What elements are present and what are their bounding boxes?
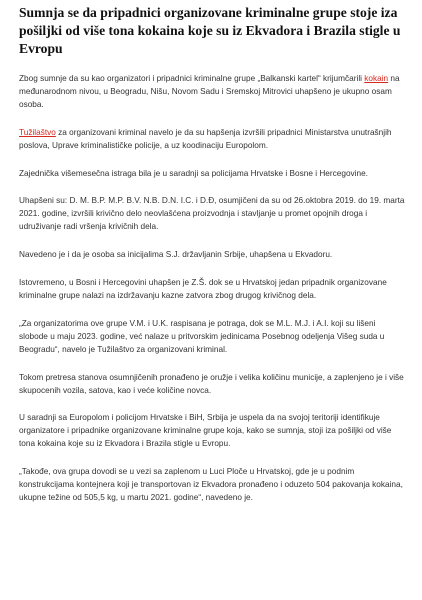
paragraph-1-text-before: Zbog sumnje da su kao organizatori i pripadnici kriminalne grupe „Balkanski kartel“ krijumčarili: [19, 74, 365, 83]
paragraph-2: [19, 127, 406, 153]
paragraph-1-text-after: na međunarodnom nivou, u Beogradu, Nišu, Novom Sadu i Sremskoj Mitrovici uhapšeno je ukupno osam osoba.: [19, 74, 400, 109]
paragraph-10: „Takođe, ova grupa dovodi se u vezi sa zaplenom u Luci Ploče u Hrvatskoj, gde je u podnim konstrukcijama kontejnera koji je transportovan iz Ekvadora pronađeno i oduzeto 504 pakovanja kokaina, ukupne težine od 505,5 kg, u martu 2021. godine“, navedeno je.: [19, 467, 403, 502]
paragraph-3: Zajednička višemesečna istraga bila je u saradnji sa policijama Hrvatske i Bosne i Hercegovine.: [19, 168, 368, 178]
paragraph-1: [19, 73, 406, 112]
paragraph-4: Uhapšeni su: D. M. B.P. M.P. B.V. N.B. D.N. I.C. i D.Đ, osumjičeni da su od 26.oktobra 2019. do 19. marta 2021. godine, izvršili krivično delo neovlašćena proizvodnja i stavljanje u promet opojnih droga i udruživanje radi vršenja krivičnih dela.: [19, 196, 405, 232]
paragraph-9: U saradnji sa Europolom i policijom Hrvatske i BiH, Srbija je uspela da na svojoj teritoriji identifikuje organizatore i pripadnike organizovane kriminalne grupe koja, kako se sumnja, stoji iza pošiljki od više tona kokaina koje su iz Ekvadora i Brazila stigle u Evropu.: [19, 413, 392, 449]
tuzilastvo-link[interactable]: Tužilaštvo: [19, 127, 56, 137]
kokain-link[interactable]: kokain: [364, 74, 389, 83]
paragraph-5: Navedeno je i da je osoba sa inicijalima S.J. državljanin Srbije, uhapšena u Ekvadoru.: [19, 250, 333, 260]
article-headline: Sumnja se da pripadnici organizovane kriminalne grupe stoje iza pošiljki od više tona kokaina koje su iz Ekvadora i Brazila stigle u Evropu: [19, 5, 401, 56]
paragraph-2-text-after: za organizovani kriminal navelo je da su hapšenja izvršili pripadnici Ministarstva unutrašnjih poslova, Uprave kriminalističke policije, a uz koodinaciju Europolom.: [19, 127, 392, 150]
paragraph-7: „Za organizatorima ove grupe V.M. i U.K. raspisana je potraga, dok se M.L. M.J. i A.I. koji su lišeni slobode u maju 2023. godine, već nalaze u pritvorskim jedinicama Posebnog odeljenja Višeg suda u Beogradu“, navelo je Tužilaštvo za organizovani kriminal.: [19, 318, 385, 354]
paragraph-8: Tokom pretresa stanova osumnjičenih pronađeno je oružje i velika količinu municije, a zaplenjeno je i više skupocenih vozila, satova, kao i veće količine novca.: [19, 372, 404, 395]
paragraph-6: Istovremeno, u Bosni i Hercegovini uhapšen je Z.Š. dok se u Hrvatskoj jedan pripadnik organizovane kriminalne grupe nalazi na izdržavanju kazne zatvora zbog drugog krivičnog dela.: [19, 278, 387, 300]
